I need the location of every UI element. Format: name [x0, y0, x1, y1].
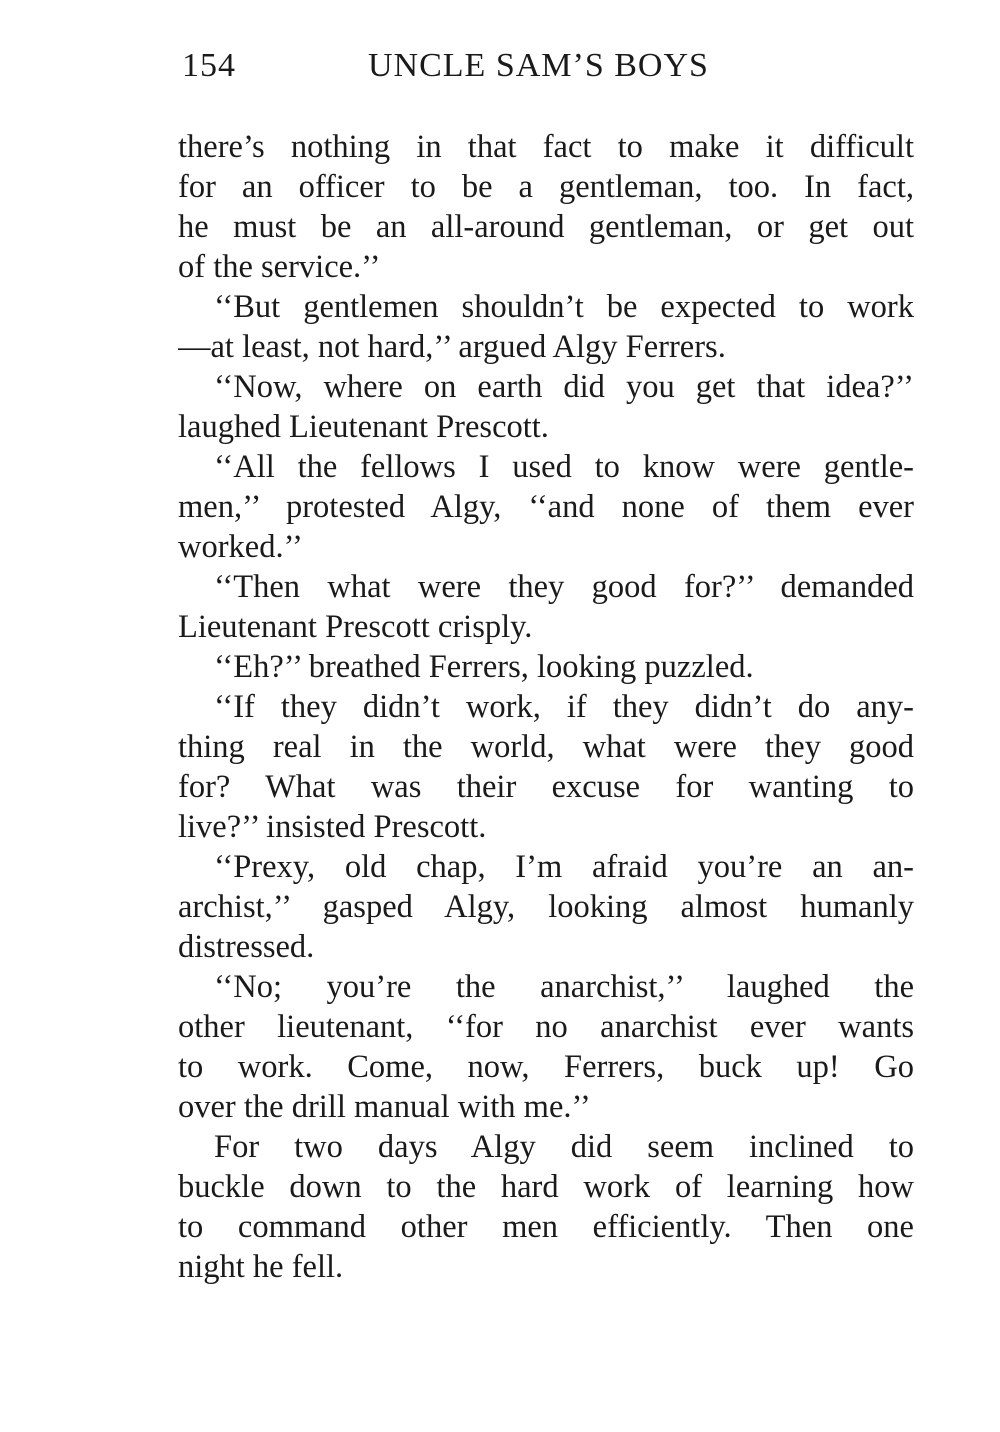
- text-line: worked.’’: [178, 529, 303, 565]
- text-line: —at least, not hard,’’ argued Algy Ferrers.: [178, 329, 726, 365]
- text-line: over the drill manual with me.’’: [178, 1089, 591, 1125]
- text-line: ‘‘But gentlemen shouldn’t be expected to work: [214, 289, 914, 325]
- text-line: ‘‘No; you’re the anarchist,’’ laughed the: [214, 969, 914, 1005]
- text-line: ‘‘Eh?’’ breathed Ferrers, looking puzzled.: [214, 649, 754, 685]
- text-line: live?’’ insisted Prescott.: [178, 809, 487, 845]
- body-text: [178, 127, 914, 1287]
- text-line: for an officer to be a gentleman, too. In fact,: [178, 169, 914, 205]
- text-line: for? What was their excuse for wanting to: [178, 769, 914, 805]
- text-line: night he fell.: [178, 1249, 344, 1285]
- text-line: men,’’ protested Algy, ‘‘and none of them ever: [178, 489, 914, 525]
- text-line: archist,’’ gasped Algy, looking almost humanly: [178, 889, 914, 925]
- text-line: other lieutenant, ‘‘for no anarchist ever wants: [178, 1009, 914, 1045]
- text-line: ‘‘If they didn’t work, if they didn’t do any-: [214, 689, 914, 725]
- text-line: ‘‘Then what were they good for?’’ demanded: [214, 569, 914, 605]
- text-line: he must be an all-around gentleman, or get out: [178, 209, 914, 245]
- text-line: to work. Come, now, Ferrers, buck up! Go: [178, 1049, 914, 1085]
- text-line: ‘‘Now, where on earth did you get that idea?’’: [214, 369, 914, 405]
- text-line: ‘‘Prexy, old chap, I’m afraid you’re an an-: [214, 849, 914, 885]
- running-title: UNCLE SAM’S BOYS: [368, 47, 709, 84]
- text-line: of the service.’’: [178, 249, 381, 285]
- text-line: there’s nothing in that fact to make it difficult: [178, 129, 914, 165]
- text-line: For two days Algy did seem inclined to: [214, 1129, 914, 1165]
- page-number: 154: [182, 47, 236, 84]
- text-line: ‘‘All the fellows I used to know were gentle-: [214, 449, 914, 485]
- text-line: distressed.: [178, 929, 315, 965]
- text-line: thing real in the world, what were they good: [178, 729, 914, 765]
- running-head: [182, 42, 742, 90]
- text-line: to command other men efficiently. Then one: [178, 1209, 914, 1245]
- text-line: buckle down to the hard work of learning how: [178, 1169, 914, 1205]
- text-line: laughed Lieutenant Prescott.: [178, 409, 549, 445]
- text-line: Lieutenant Prescott crisply.: [178, 609, 533, 645]
